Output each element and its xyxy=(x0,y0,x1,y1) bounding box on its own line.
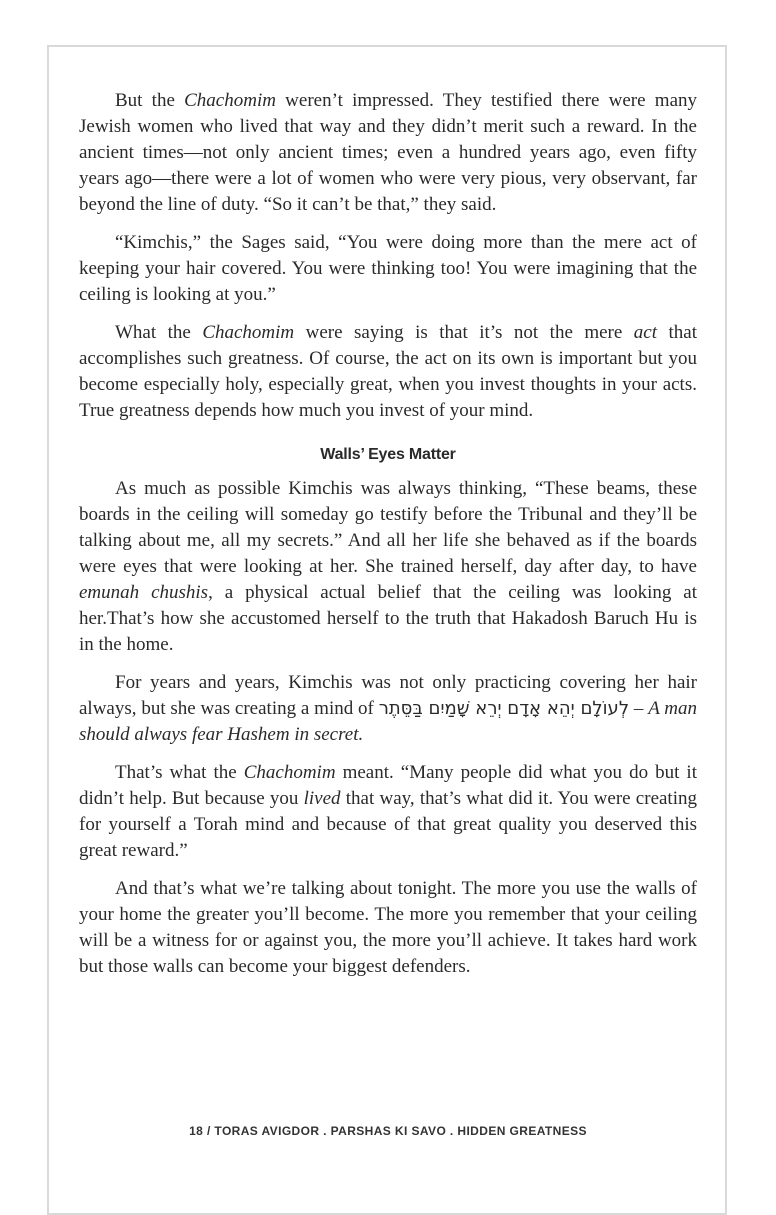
text-run: For years and years, Kimchis was not only practicing covering her hair always, but she was creating a mind of xyxy=(79,672,697,719)
italic-term: Chachomim xyxy=(202,322,295,343)
text-run: That’s what the xyxy=(115,762,244,783)
text-run: meant. “Many people did what you do but it didn’t help. But because you xyxy=(79,762,697,809)
text-run: “Kimchis,” the Sages said, “You were doing more than the mere act of keeping your hair covered. You were thinking too! You were imagining that the ceiling is looking at you.” xyxy=(79,232,697,305)
paragraph-6 xyxy=(79,760,697,864)
italic-term: emunah chushis xyxy=(79,582,209,603)
text-run: As much as possible Kimchis was always thinking, “These beams, these boards in the ceiling will someday go testify before the Tribunal and they’ll be talking about me, all my secrets.” And all her life she behaved as if the boards were eyes that were looking at her. She trained herself, day after day, to have xyxy=(79,478,697,577)
text-run: But the xyxy=(115,90,185,111)
italic-term: Chachomim xyxy=(243,762,336,783)
italic-translation: A man should always fear Hashem in secret. xyxy=(79,698,698,745)
text-run: were saying is that it’s not the mere xyxy=(294,322,634,343)
hebrew-quote: לְעוֹלָם יְהֵא אָדָם יְרֵא שָׁמַיִם בַּסֵּתֶר xyxy=(378,698,630,719)
page-content xyxy=(79,88,697,992)
text-run: weren’t impressed. They testified there were many Jewish women who lived that way and they didn’t merit such a reward. In the ancient times—not only ancient times; even a hundred years ago, even fifty years ago—there were a lot of women who were very pious, very observant, far beyond the line of duty. “So it can’t be that,” they said. xyxy=(79,90,697,215)
italic-term: lived xyxy=(303,788,341,809)
italic-term: Chachomim xyxy=(184,90,276,111)
paragraph-1 xyxy=(79,88,697,218)
text-run: What the xyxy=(115,322,203,343)
section-heading: Walls’ Eyes Matter xyxy=(320,446,456,463)
text-run: that accomplishes such greatness. Of course, the act on its own is important but you become especially holy, especially great, when you invest thoughts in your acts. True greatness depends how much you invest of your mind. xyxy=(79,322,697,421)
text-run: that way, that’s what did it. You were creating for yourself a Torah mind and because of that great quality you deserved this great reward.” xyxy=(79,788,697,861)
text-run: , a physical actual belief that the ceiling was looking at her.That’s how she accustomed herself to the truth that Hakadosh Baruch Hu is in the home. xyxy=(79,582,698,655)
paragraph-5 xyxy=(79,670,697,748)
paragraph-7 xyxy=(79,876,697,980)
page-footer: 18 / TORAS AVIGDOR . PARSHAS KI SAVO . HIDDEN GREATNESS xyxy=(189,1124,587,1138)
paragraph-3 xyxy=(79,320,697,424)
italic-term: act xyxy=(633,322,658,343)
text-run: And that’s what we’re talking about tonight. The more you use the walls of your home the greater you’ll become. The more you remember that your ceiling will be a witness for or against you, the more you’ll achieve. It takes hard work but those walls can become your biggest defenders. xyxy=(79,878,697,977)
paragraph-2 xyxy=(79,230,697,308)
text-run: – xyxy=(629,698,649,719)
paragraph-4 xyxy=(79,476,697,658)
